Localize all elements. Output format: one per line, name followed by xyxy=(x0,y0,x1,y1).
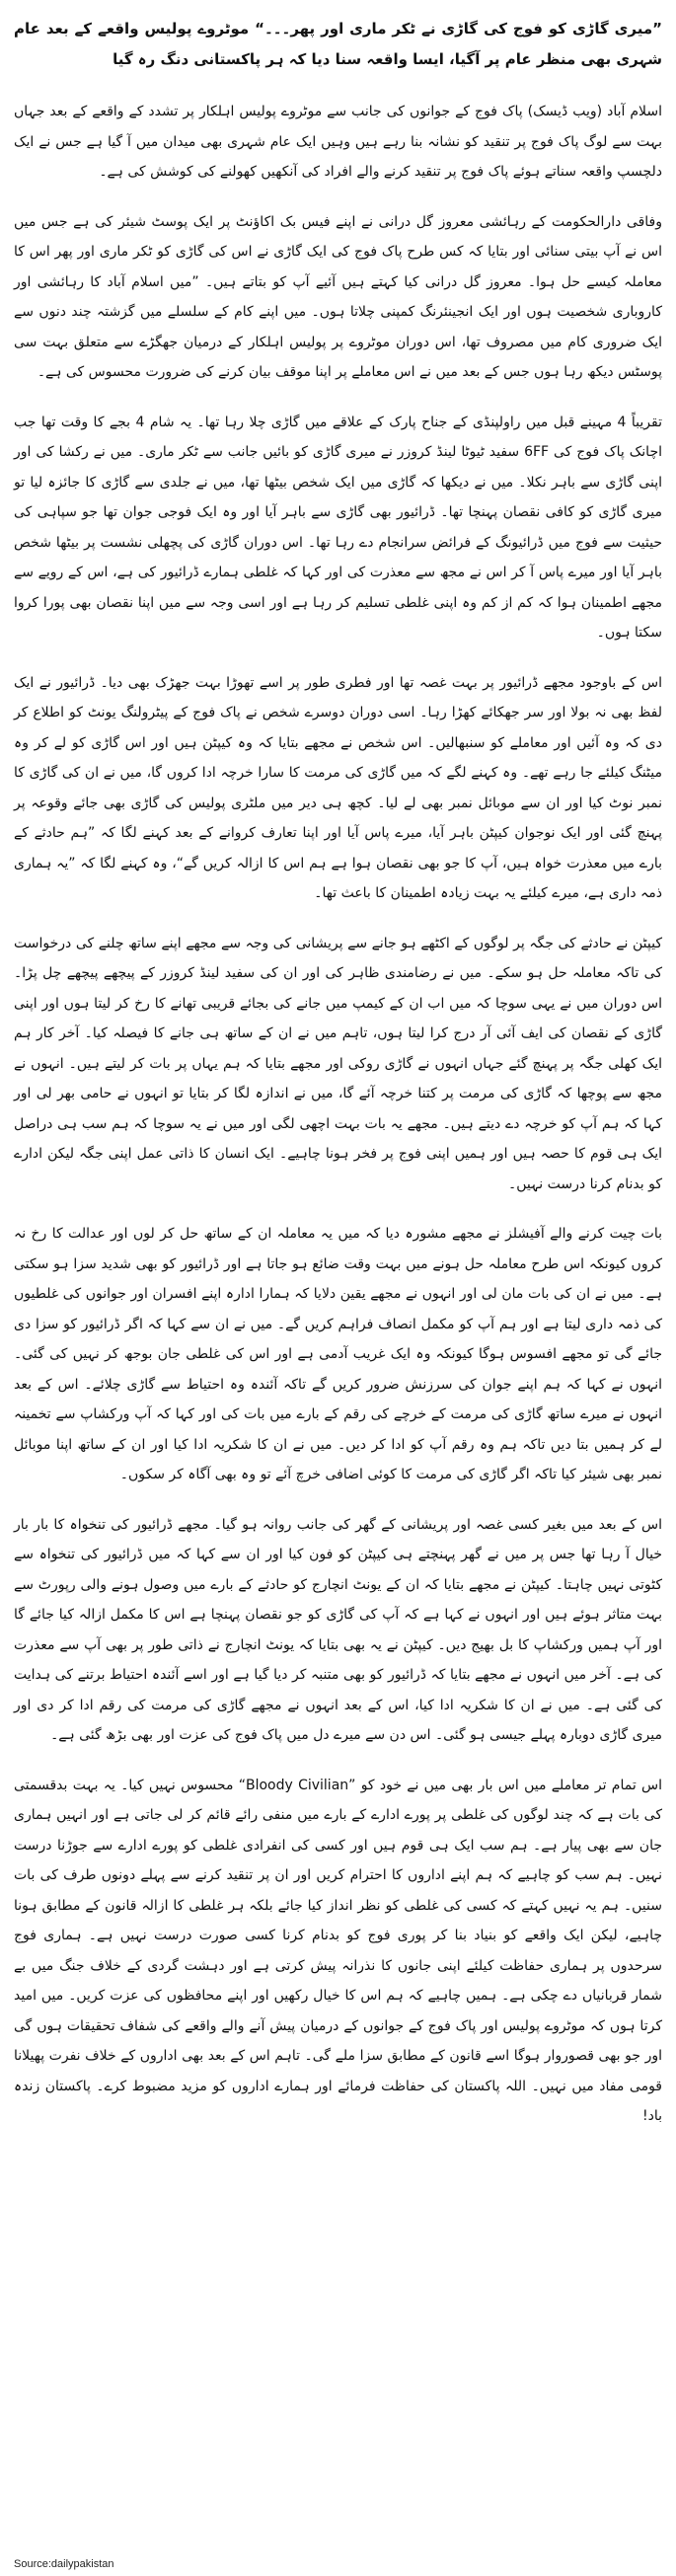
source-credit: Source:dailypakistan xyxy=(14,2558,114,2570)
article-paragraph: اس تمام تر معاملے میں اس بار بھی میں نے خود کو ”Bloody Civilian“ محسوس نہیں کیا۔ یہ بہت بدقسمتی کی بات ہے کہ چند لوگوں کی غلطی پر پورے ادارے کے بارے میں منفی رائے قائم کر لی جاتی ہے اور انہیں ہماری جان سے بھی پیار ہے۔ ہم سب ایک ہی قوم ہیں اور کسی کی انفرادی غلطی کو پورے ادارے سے جوڑنا درست نہیں۔ ہم سب کو چاہیے کہ ہم اپنے اداروں کا احترام کریں اور ان پر تنقید کرنے سے پہلے دونوں طرف کی بات سنیں۔ ہم یہ نہیں کہتے کہ کسی کی غلطی کو نظر انداز کیا جائے بلکہ ہر غلطی کا ازالہ قانون کے مطابق ہونا چاہیے، لیکن ایک واقعے کو بنیاد بنا کر پوری فوج کو بدنام کرنا کسی صورت درست نہیں ہے۔ ہماری فوج سرحدوں پر ہماری حفاظت کیلئے اپنی جانوں کا نذرانہ پیش کرتی ہے اور دہشت گردی کے خلاف جنگ میں بے شمار قربانیاں دے چکی ہے۔ ہمیں چاہیے کہ ہم اس کا خیال رکھیں اور اپنے محافظوں کی عزت کریں۔ میں امید کرتا ہوں کہ موٹروے پولیس اور پاک فوج کے جوانوں کے درمیان پیش آنے والے واقعے کی شفاف تحقیقات ہوں گی اور جو بھی قصوروار ہوگا اسے قانون کے مطابق سزا ملے گی۔ تاہم اس کے بعد بھی اداروں کے خلاف نفرت پھیلانا قومی مفاد میں نہیں۔ اللہ پاکستان کی حفاظت فرمائے اور ہمارے اداروں کو مزید مضبوط کرے۔ پاکستان زندہ باد! xyxy=(14,1777,662,2124)
article-paragraph: اسلام آباد (ویب ڈیسک) پاک فوج کے جوانوں کی جانب سے موٹروے پولیس اہلکار پر تشدد کے واقعے کے بعد جہاں بہت سے لوگ پاک فوج پر تنقید کو نشانہ بنا رہے ہیں وہیں ایک عام شہری بھی میدان میں آ گیا ہے جس نے ایک دلچسپ واقعہ سناتے ہوئے پاک فوج پر تنقید کرنے والے افراد کی آنکھیں کھولنے کی کوشش کی ہے۔ xyxy=(14,104,662,180)
article-paragraph: بات چیت کرنے والے آفیشلز نے مجھے مشورہ دیا کہ میں یہ معاملہ ان کے ساتھ حل کر لوں اور عدالت کا رخ نہ کروں کیونکہ اس طرح معاملہ حل ہونے میں بہت وقت ضائع ہو جاتا ہے اور ڈرائیور کو بھی شدید سزا ہو سکتی ہے۔ میں نے ان کی بات مان لی اور انہوں نے مجھے یقین دلایا کہ ہمارا ادارہ اپنے افسران اور جوانوں کی غلطیوں کی ذمہ داری لیتا ہے اور ہم آپ کو مکمل انصاف فراہم کریں گے۔ میں نے ان سے کہا کہ اگر ڈرائیور کو سزا دی جائے گی تو مجھے افسوس ہوگا کیونکہ وہ ایک غریب آدمی ہے اور اس کی غلطی جان بوجھ کر نہیں کی گئی۔ انہوں نے کہا کہ ہم اپنے جوان کی سرزنش ضرور کریں گے تاکہ آئندہ وہ احتیاط سے گاڑی چلائے۔ اس کے بعد انہوں نے میرے ساتھ گاڑی کی مرمت کے خرچے کی رقم کے بارے میں بات کی اور کہا کہ آپ ورکشاپ سے تخمینہ لے کر ہمیں بتا دیں تاکہ ہم وہ رقم آپ کو ادا کر دیں۔ میں نے ان کا شکریہ ادا کیا اور ان کے ساتھ اپنا موبائل نمبر بھی شیئر کیا تاکہ اگر گاڑی کی مرمت کا کوئی اضافی خرچ آئے تو وہ بھی آگاہ کر سکوں۔ xyxy=(14,1226,662,1482)
article-headline: ”میری گاڑی کو فوج کی گاڑی نے ٹکر ماری اور پھر۔۔۔“ موٹروے پولیس واقعے کے بعد عام شہری بھی منظر عام پر آگیا، ایسا واقعہ سنا دیا کہ ہر پاکستانی دنگ رہ گیا xyxy=(14,20,662,68)
article-paragraph: اس کے بعد میں بغیر کسی غصہ اور پریشانی کے گھر کی جانب روانہ ہو گیا۔ مجھے ڈرائیور کی تنخواہ کا بار بار خیال آ رہا تھا جس پر میں نے گھر پہنچتے ہی کیپٹن کو فون کیا اور ان سے کہا کہ میں ڈرائیور کی تنخواہ سے کٹوتی نہیں چاہتا۔ کیپٹن نے مجھے بتایا کہ ان کے یونٹ انچارج کو حادثے کے بارے میں وصول ہونے والی رپورٹ سے بہت متاثر ہوئے ہیں اور انہوں نے کہا ہے کہ آپ کی گاڑی کو جو نقصان پہنچا ہے اس کا مکمل ازالہ کیا جائے گا اور آپ ہمیں ورکشاپ کا بل بھیج دیں۔ کیپٹن نے یہ بھی بتایا کہ یونٹ انچارج نے ذاتی طور پر بھی آپ سے معذرت کی ہے۔ آخر میں انہوں نے مجھے بتایا کہ ڈرائیور کو بھی متنبہ کر دیا گیا ہے اور اسے آئندہ احتیاط برتنے کی ہدایت کی گئی ہے۔ میں نے ان کا شکریہ ادا کیا، اس کے بعد انہوں نے مجھے گاڑی کی مرمت کی رقم ادا کر دی اور میری گاڑی دوبارہ پہلے جیسی ہو گئی۔ اس دن سے میرے دل میں پاک فوج کی عزت اور بھی بڑھ گئی ہے۔ xyxy=(14,1516,662,1743)
article-paragraph: تقریباً 4 مہینے قبل میں راولپنڈی کے جناح پارک کے علاقے میں گاڑی چلا رہا تھا۔ یہ شام 4 بجے کا وقت تھا جب اچانک پاک فوج کی 6FF سفید ٹیوٹا لینڈ کروزر نے میری گاڑی کو بائیں جانب سے ٹکر ماری۔ میں نے رکشا کی اور اپنی گاڑی سے باہر نکلا۔ میں نے دیکھا کہ گاڑی میں ایک شخص بیٹھا تھا، میں نے جلدی سے گاڑی کا جائزہ لیا تو میری گاڑی کو کافی نقصان پہنچا تھا۔ ڈرائیور بھی گاڑی سے باہر آیا اور وہ ایک فوجی جوان تھا جو سپاہی کی حیثیت سے فوج میں ڈرائیونگ کے فرائض سرانجام دے رہا تھا۔ اس دوران گاڑی کی پچھلی نشست پر بیٹھا شخص باہر آیا اور میرے پاس آ کر اس نے مجھ سے معذرت کی اور کہا کہ غلطی ہمارے ڈرائیور کی ہے، اس کے رویے سے مجھے اطمینان ہوا کہ کم از کم وہ اپنی غلطی تسلیم کر رہا ہے اور اسی وجہ سے میں اپنا نقصان بھی پورا کروا سکتا ہوں۔ xyxy=(14,414,662,641)
article-paragraph: وفاقی دارالحکومت کے رہائشی معروز گل درانی نے اپنے فیس بک اکاؤنٹ پر ایک پوسٹ شیئر کی ہے جس میں اس نے آپ بیتی سنائی اور بتایا کہ کس طرح پاک فوج کی ایک گاڑی نے اس کی گاڑی کو ٹکر ماری اور پھر اس کا معاملہ کیسے حل ہوا۔ معروز گل درانی کیا کہتے ہیں آئیے آپ کو بتاتے ہیں۔ ”میں اسلام آباد کا رہائشی اور کاروباری شخصیت ہوں اور ایک انجینئرنگ کمپنی چلاتا ہوں۔ میں اپنے کام کے سلسلے میں گزشتہ چند دنوں سے ایک ضروری کام میں مصروف تھا، اس دوران موٹروے پر پولیس اہلکار کے درمیان جھگڑے سے متعلق بہت سی پوسٹس دیکھ رہا ہوں جس کے بعد میں نے اس معاملے پر اپنا موقف بیان کرنے کی ضرورت محسوس کی ہے۔ xyxy=(14,213,662,380)
article-paragraph: کیپٹن نے حادثے کی جگہ پر لوگوں کے اکٹھے ہو جانے سے پریشانی کی وجہ سے مجھے اپنے ساتھ چلنے کی درخواست کی تاکہ معاملہ حل ہو سکے۔ میں نے رضامندی ظاہر کی اور ان کی سفید لینڈ کروزر کے پیچھے پیچھے چل پڑا۔ اس دوران میں نے یہی سوچا کہ میں اب ان کے کیمپ میں جانے کی بجائے قریبی تھانے کا رخ کر لیتا ہوں اور اپنی گاڑی کے نقصان کی ایف آئی آر درج کرا لیتا ہوں، تاہم میں نے ان کے ساتھ ہی جانے کا فیصلہ کیا۔ آخر کار ہم ایک کھلی جگہ پر پہنچ گئے جہاں انہوں نے گاڑی روکی اور مجھے بتایا کہ ہم یہاں پر بات کر لیتے ہیں۔ انہوں نے مجھ سے پوچھا کہ گاڑی کی مرمت پر کتنا خرچہ آئے گا، میں نے اندازہ لگا کر بتایا تو انہوں نے حامی بھر لی اور کہا کہ ہم آپ کو خرچہ دے دیتے ہیں۔ مجھے یہ بات بہت اچھی لگی اور میں نے یہ سوچا کہ ہم سب ہی دراصل ایک ہی قوم کا حصہ ہیں اور ہمیں اپنی فوج پر فخر ہونا چاہیے۔ ایک انسان کا ذاتی عمل اپنی جگہ لیکن ادارے کو بدنام کرنا درست نہیں۔ xyxy=(14,935,662,1192)
article-paragraph: اس کے باوجود مجھے ڈرائیور پر بہت غصہ تھا اور فطری طور پر اسے تھوڑا بہت جھڑک بھی دیا۔ ڈرائیور نے ایک لفظ بھی نہ بولا اور سر جھکائے کھڑا رہا۔ اسی دوران دوسرے شخص نے پاک فوج کے پیٹرولنگ یونٹ کو اطلاع کر دی کہ وہ آئیں اور معاملے کو سنبھالیں۔ اس شخص نے مجھے بتایا کہ وہ کیپٹن ہیں اور اس گاڑی کو لے کر وہ میٹنگ کیلئے جا رہے تھے۔ وہ کہنے لگے کہ میں گاڑی کی مرمت کا سارا خرچہ ادا کروں گا، میں نے ان کی گاڑی کا نمبر نوٹ کیا اور ان سے موبائل نمبر بھی لے لیا۔ کچھ ہی دیر میں ملٹری پولیس کی گاڑی بھی جائے وقوعہ پر پہنچ گئی اور ایک نوجوان کیپٹن باہر آیا، میرے پاس آیا اور اپنا تعارف کروانے کے بعد کہنے لگا کہ ”ہم حادثے کے بارے میں معذرت خواہ ہیں، آپ کا جو بھی نقصان ہوا ہے ہم اس کا ازالہ کریں گے“، وہ کہنے لگا کہ ”یہ ہماری ذمہ داری ہے، میرے کیلئے یہ بہت زیادہ اطمینان کا باعث تھا۔ xyxy=(14,674,662,901)
